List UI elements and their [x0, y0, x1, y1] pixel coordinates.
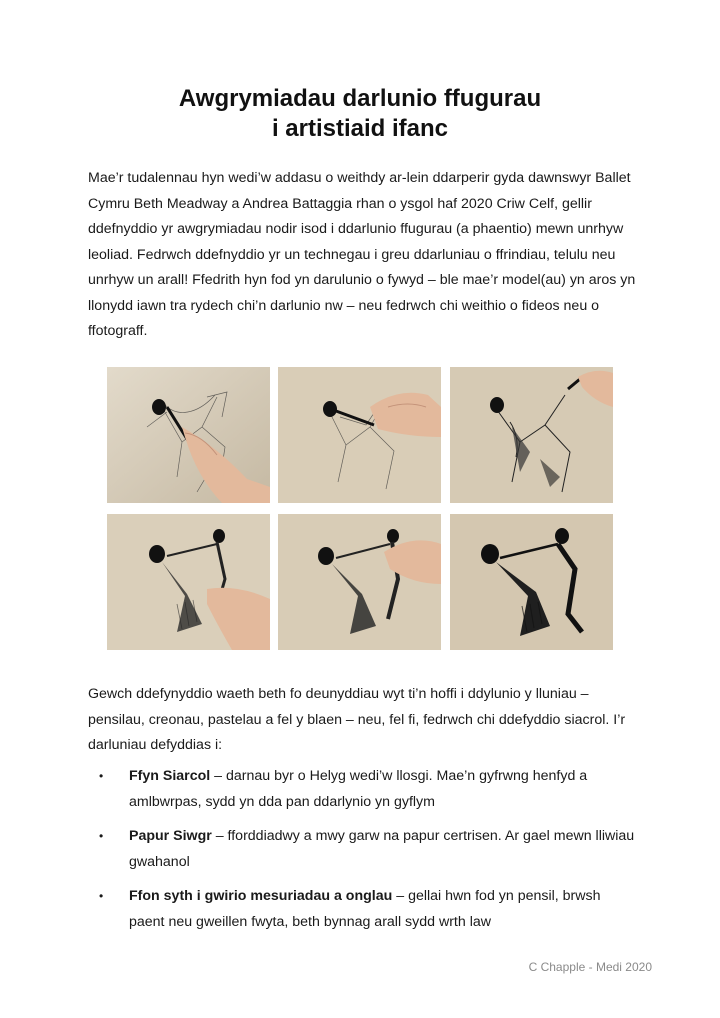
materials-list: [96, 764, 636, 944]
drawing-step-2: [278, 367, 441, 503]
drawing-step-5: [278, 514, 441, 650]
material-term: Papur Siwgr: [129, 828, 212, 844]
intro-paragraph: Mae’r tudalennau hyn wedi’w addasu o weithdy ar-lein ddarperir gyda dawnswyr Ballet Cymru Beth Meadway a Andrea Battaggia rhan o ysgol haf 2020 Criw Celf, gellir ddefnyddio yr awgrymiadau nodir isod i ddarlunio ffugurau (a phaentio) mewn unrhyw leoliad. Fedrwch ddefnyddio yr un technegau i greu ddarluniau o ffrindiau, telulu neu unrhyw un arall! Ffedrith hyn fod yn darulunio o fywyd – ble mae’r model(au) yn aros yn llonydd iawn tra rydech chi’n darlunio nw – neu fedrwch chi weithio o fideos neu o ffotograff.: [88, 170, 636, 339]
drawing-step-1: [107, 367, 270, 503]
list-item: [96, 824, 636, 875]
drawing-step-4: [107, 514, 270, 650]
drawing-step-6: [450, 514, 613, 650]
material-term: Ffyn Siarcol: [129, 768, 211, 784]
materials-paragraph: Gewch ddefynyddio waeth beth fo deunyddiau wyt ti’n hoffi i ddylunio y lluniau – pensilau, creonau, pastelau a fel y blaen – neu, fel fi, fedrwch chi ddefyddio siacrol. I’r darluniau defyddias i:: [88, 686, 626, 753]
list-item: [96, 884, 636, 935]
title-line-1: Awgrymiadau darlunio ffugurau: [178, 85, 542, 112]
title-line-2: i artistiaid ifanc: [271, 115, 449, 142]
material-description: – fforddiadwy a mwy garw na papur certrisen. Ar gael mewn lliwiau gwahanol: [129, 828, 635, 870]
bullet-symbol: •: [99, 829, 104, 843]
material-term: Ffon syth i gwirio mesuriadau a onglau: [129, 888, 393, 904]
material-description: – gellai hwn fod yn pensil, brwsh paent neu gweillen fwyta, beth bynnag arall sydd wrth law: [129, 888, 601, 930]
drawing-steps-grid: [107, 367, 613, 650]
material-description: – darnau byr o Helyg wedi’w llosgi. Mae’n gyfrwng henfyd a amlbwrpas, sydd yn dda pan ddarlynio yn gyflym: [129, 768, 588, 810]
page-title: [0, 84, 720, 144]
drawing-step-3: [450, 367, 613, 503]
bullet-symbol: •: [99, 889, 104, 903]
page-footer: C Chapple - Medi 2020: [528, 960, 652, 974]
list-item: [96, 764, 636, 815]
bullet-symbol: •: [99, 769, 104, 783]
